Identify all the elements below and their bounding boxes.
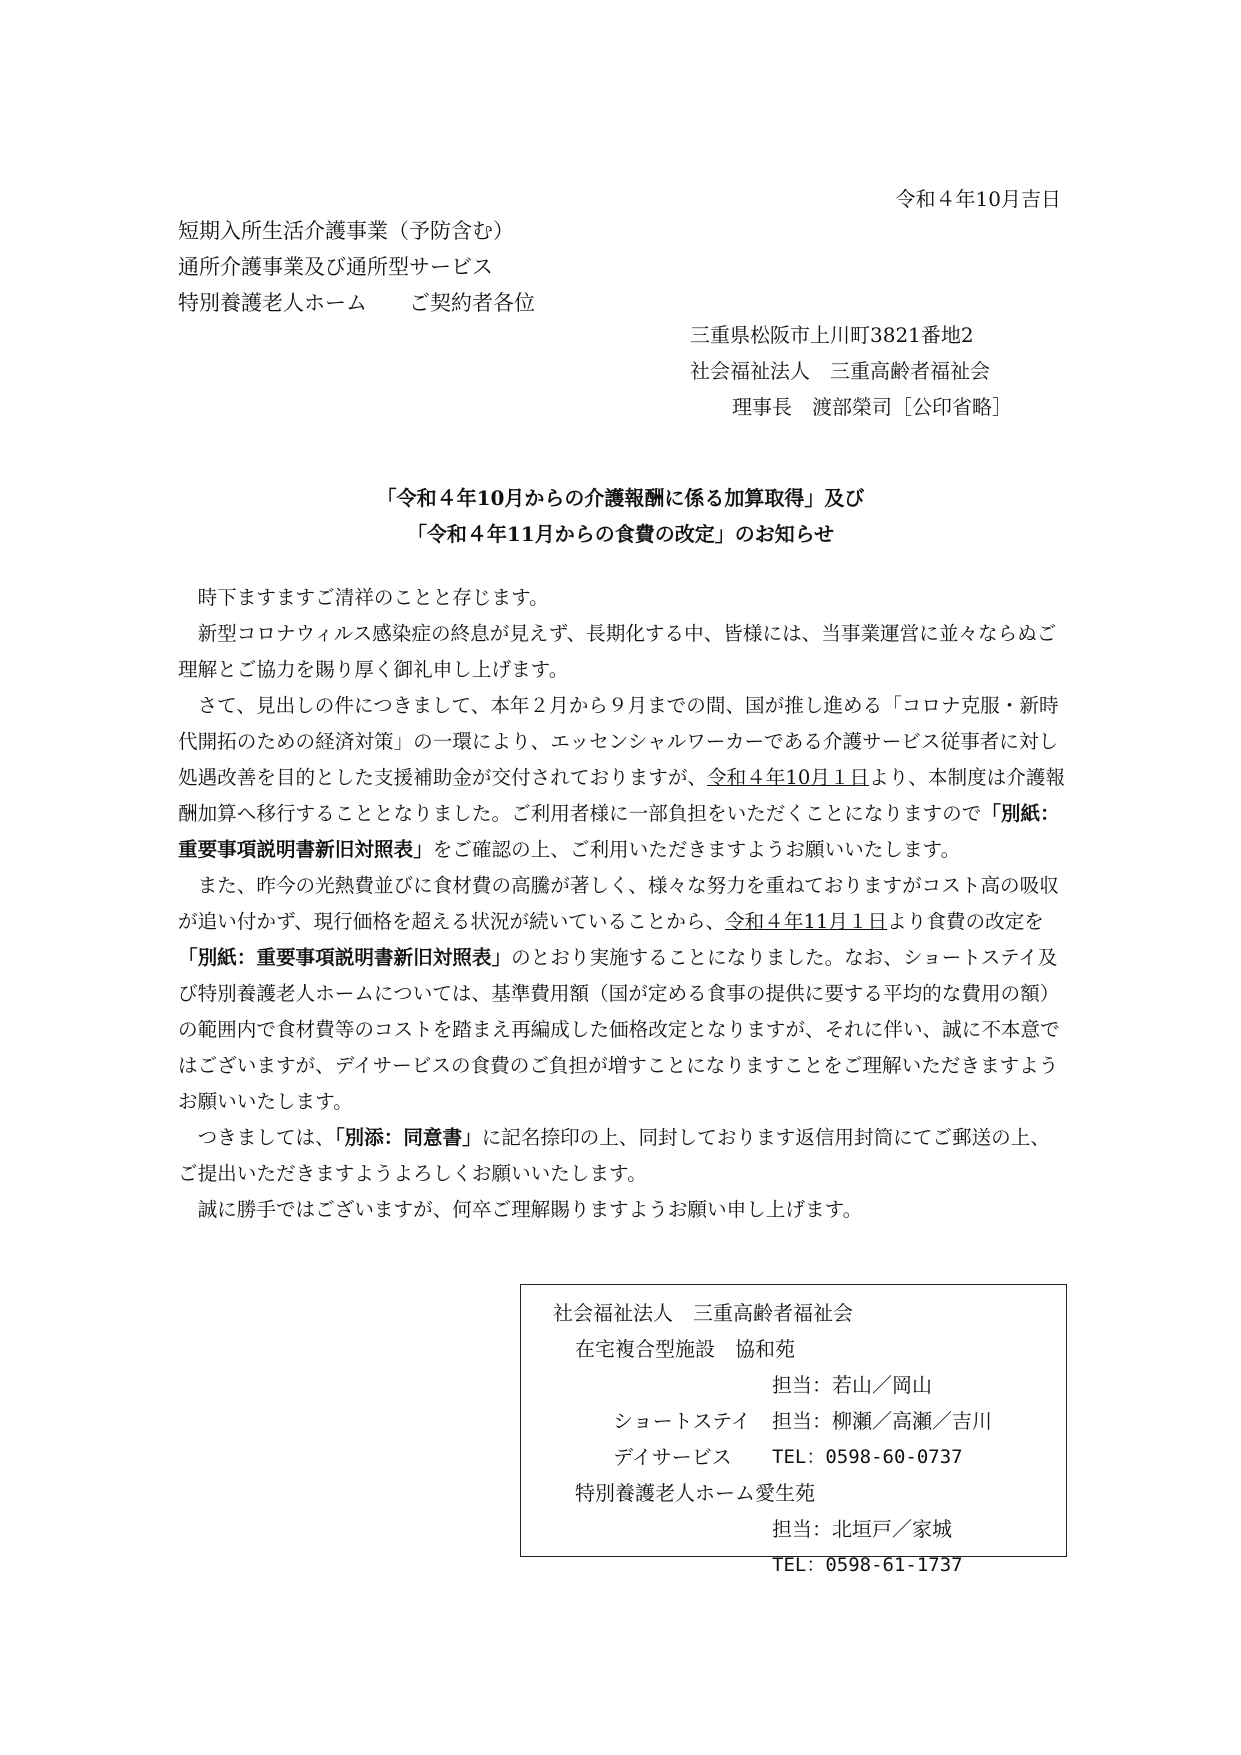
food-attachment-ref: 「別紙：重要事項説明書新旧対照表」 [178, 946, 512, 969]
contact-box [520, 1284, 1067, 1576]
sender-address: 三重県松阪市上川町3821番地2 [690, 323, 974, 347]
body-paragraph-thanks: 新型コロナウィルス感染症の終息が見えず、長期化する中、皆様には、当事業運営に並々ならぬご理解とご協力を賜り厚く御礼申し上げます。 [178, 622, 1057, 681]
subsidy-text-a: さて、見出しの件につきまして、本年２月から９月までの間、国が推し進める「コロナ克服・新時代開拓のための経済対策」の一環により、エッセンシャルワーカーである介護サービス従事者に対し処遇改善を目的とした支援補助金が交付されておりますが、 [178, 694, 1059, 789]
contact-nursing-home-staff-row [553, 1511, 1066, 1547]
sender-block [690, 317, 1012, 425]
body-paragraph-greeting: 時下ますますご清祥のことと存じます。 [197, 586, 549, 609]
contact-tel1-row [553, 1439, 1066, 1475]
recipient-line: 通所介護事業及び通所型サービス [178, 255, 493, 279]
title-line-2: 「令和４年11月からの食費の改定」のお知らせ [406, 522, 835, 546]
contact-short-stay-staff: 担当：若山／岡山 [772, 1373, 932, 1397]
contact-nursing-home: 特別養護老人ホーム愛生苑 [575, 1481, 815, 1505]
contact-nursing-home-staff: 担当：北垣戸／家城 [772, 1517, 952, 1541]
subsidy-text-c: をご確認の上、ご利用いただきますようお願いいたします。 [432, 838, 961, 861]
contact-tel1: TEL：0598-60-0737 [772, 1446, 963, 1468]
contact-day-service-staff: 担当：柳瀬／高瀬／吉川 [772, 1409, 992, 1433]
contact-tel2: TEL：0598-61-1737 [772, 1554, 963, 1576]
title-line-1: 「令和４年10月からの介護報酬に係る加算取得」及び [376, 486, 865, 510]
letter-date: 令和４年10月吉日 [895, 187, 1061, 211]
contact-org: 社会福祉法人 三重高齢者福祉会 [553, 1301, 853, 1325]
food-text-a: また、昨今の光熱費並びに食材費の高騰が著しく、様々な努力を重ねておりますがコスト高の吸収が追い付かず、現行価格を超える状況が続いていることから、 [178, 874, 1059, 933]
consent-text-b: に記名捺印の上、同封しております返信用封筒にてご郵送の上、ご提出いただきますようよろしくお願いいたします。 [178, 1126, 1050, 1185]
recipient-line: 短期入所生活介護事業（予防含む） [178, 219, 514, 243]
document-title [0, 480, 1241, 552]
contact-short-stay: ショートステイ [613, 1409, 751, 1433]
subsidy-text-b: より、本制度は介護報酬加算へ移行することとなりました。ご利用者様に一部負担をいただくことになりますので [178, 766, 1066, 825]
body-paragraph-consent [178, 1120, 1068, 1192]
contact-facility: 在宅複合型施設 協和苑 [575, 1337, 795, 1361]
letter-body [178, 580, 1068, 1228]
consent-attachment-ref: 「別添：同意書」 [334, 1126, 482, 1149]
body-paragraph-food-cost [178, 868, 1068, 1120]
subsidy-attachment-ref: 「別紙：重要事項説明書新旧対照表」 [178, 802, 1060, 861]
subsidy-effective-date: 令和４年10月１日 [707, 766, 870, 789]
recipients-block [178, 213, 535, 321]
recipient-line: 特別養護老人ホーム ご契約者各位 [178, 291, 535, 315]
body-paragraph-closing: 誠に勝手ではございますが、何卒ご理解賜りますようお願い申し上げます。 [197, 1198, 863, 1221]
consent-text-a: つきましては、 [197, 1126, 335, 1149]
sender-chairman: 理事長 渡部榮司［公印省略］ [732, 395, 1012, 419]
contact-day-service: デイサービス [613, 1445, 732, 1469]
food-text-c: のとおり実施することになりました。なお、ショートステイ及び特別養護老人ホームについては、基準費用額（国が定める食事の提供に要する平均的な費用の額）の範囲内で食材費等のコストを踏まえ再編成した価格改定となりますが、それに伴い、誠に不本意ではございますが、デイサービスの食費のご負担が増すことになりますことをご理解いただきますようお願いいたします。 [178, 946, 1060, 1113]
body-paragraph-subsidy [178, 688, 1068, 868]
sender-organization: 社会福祉法人 三重高齢者福祉会 [690, 359, 990, 383]
contact-tel2-row [553, 1547, 1066, 1583]
food-effective-date: 令和４年11月１日 [725, 910, 888, 933]
food-text-b: より食費の改定を [887, 910, 1044, 933]
